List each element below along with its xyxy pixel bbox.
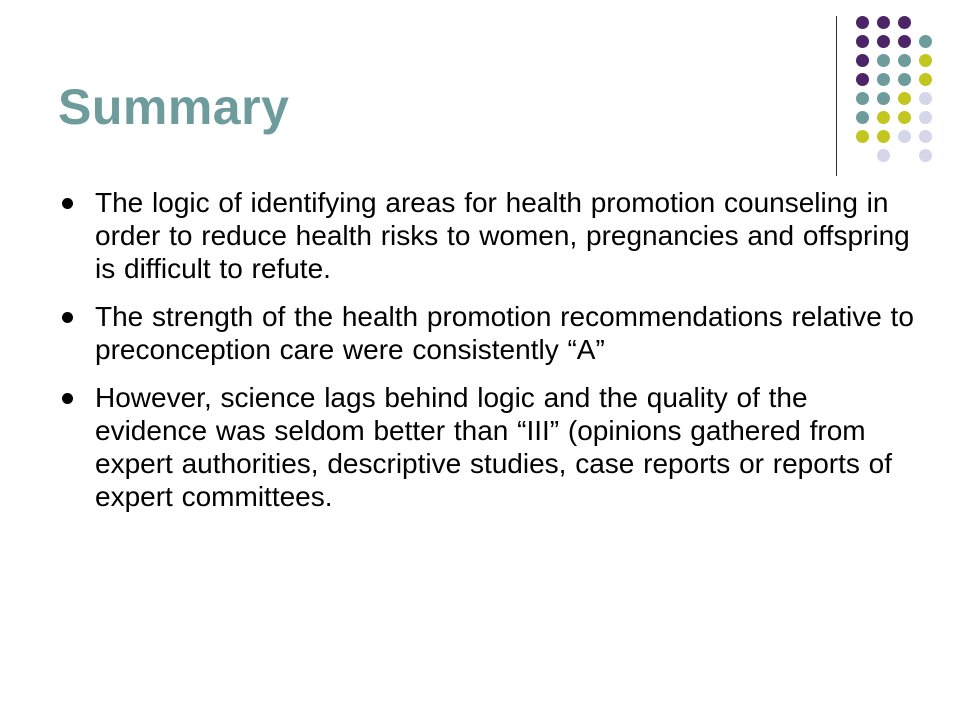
- decorative-dot: [898, 73, 911, 86]
- decorative-dot: [877, 54, 890, 67]
- decorative-dot: [856, 16, 869, 29]
- decorative-dot: [898, 111, 911, 124]
- decorative-dot: [898, 16, 911, 29]
- bullet-text: However, science lags behind logic and the quality of the evidence was seldom better than “III” (opinions gathered from expert authorities, descriptive studies, case reports or reports of expert committees.: [95, 382, 893, 512]
- decorative-dot: [919, 35, 932, 48]
- decorative-dot: [856, 111, 869, 124]
- bullet-list: [58, 186, 918, 528]
- decorative-dot: [856, 35, 869, 48]
- bullet-text: The strength of the health promotion recommendations relative to preconception care were consistently “A”: [95, 301, 914, 365]
- decorative-dot: [919, 73, 932, 86]
- bullet-item: [58, 186, 918, 285]
- decorative-dot: [877, 16, 890, 29]
- slide-title: Summary: [58, 79, 290, 135]
- decorative-dot: [919, 92, 932, 105]
- bullet-icon: [62, 393, 73, 404]
- bullet-text: The logic of identifying areas for health promotion counseling in order to reduce health risks to women, pregnancies and offspring is difficult to refute.: [95, 187, 910, 284]
- bullet-item: [58, 381, 918, 513]
- bullet-icon: [62, 312, 73, 323]
- decorative-dot: [898, 92, 911, 105]
- decorative-dot: [919, 149, 932, 162]
- decorative-dot: [919, 130, 932, 143]
- decorative-dot: [877, 35, 890, 48]
- decorative-dot: [919, 111, 932, 124]
- decorative-dot: [856, 130, 869, 143]
- decorative-dot: [856, 73, 869, 86]
- decorative-dot: [877, 73, 890, 86]
- decorative-dot: [919, 54, 932, 67]
- decorative-dot: [856, 54, 869, 67]
- decorative-dot: [877, 92, 890, 105]
- vertical-divider: [836, 16, 837, 176]
- decorative-dot: [898, 35, 911, 48]
- decorative-dot: [877, 149, 890, 162]
- decorative-dot: [877, 130, 890, 143]
- decorative-dot: [856, 92, 869, 105]
- decorative-dot: [898, 130, 911, 143]
- bullet-item: [58, 300, 918, 366]
- decorative-dot: [898, 54, 911, 67]
- bullet-icon: [62, 198, 73, 209]
- decorative-dot: [877, 111, 890, 124]
